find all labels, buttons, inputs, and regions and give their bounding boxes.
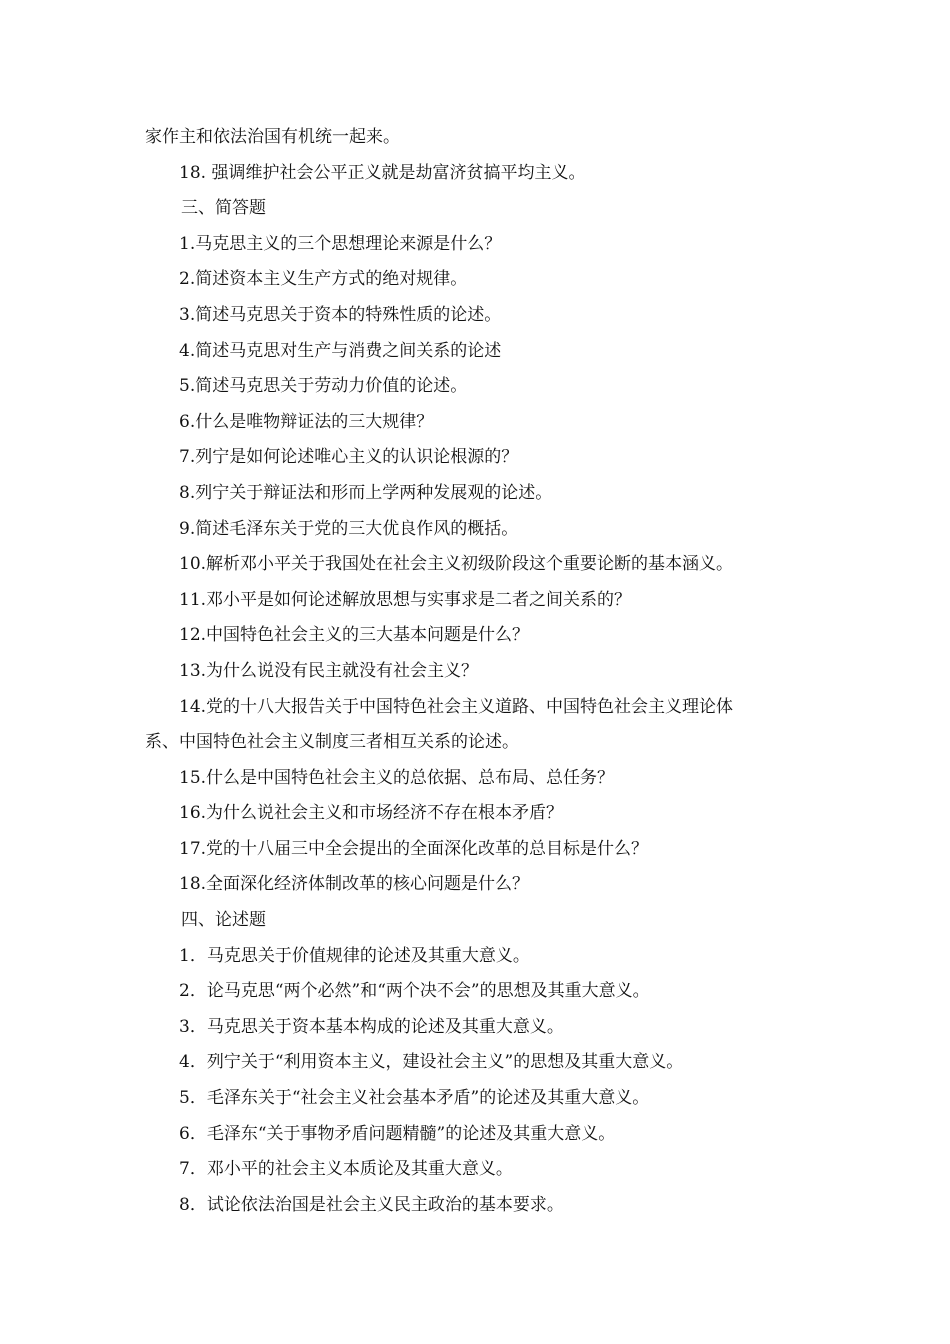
question-item-8: 8.列宁关于辩证法和形而上学两种发展观的论述。: [179, 482, 553, 503]
question-item-10: 10.解析邓小平关于我国处在社会主义初级阶段这个重要论断的基本涵义。: [179, 554, 734, 575]
paragraph-continuation: 家作主和依法治国有机统一起来。: [145, 127, 400, 147]
question-item-14: 14.党的十八大报告关于中国特色社会主义道路、中国特色社会主义理论体: [179, 696, 734, 717]
question-item-5: 5.简述马克思关于劳动力价值的论述。: [179, 376, 468, 397]
question-item-14-continuation: 系、中国特色社会主义制度三者相互关系的论述。: [145, 732, 519, 753]
question-item-18: 18.全面深化经济体制改革的核心问题是什么？: [179, 874, 530, 895]
essay-item-3: 3．马克思关于资本基本构成的论述及其重大意义。: [179, 1016, 564, 1037]
section-heading-essay: 四、论述题: [181, 910, 266, 931]
question-item-6: 6.什么是唯物辩证法的三大规律？: [179, 411, 434, 432]
essay-item-6: 6．毛泽东“关于事物矛盾问题精髓”的论述及其重大意义。: [179, 1123, 616, 1144]
essay-item-7: 7．邓小平的社会主义本质论及其重大意义。: [179, 1159, 513, 1180]
question-item-9: 9.简述毛泽东关于党的三大优良作风的概括。: [179, 518, 519, 539]
judgment-item-18: 18. 强调维护社会公平正义就是劫富济贫搞平均主义。: [179, 162, 586, 183]
question-item-3: 3.简述马克思关于资本的特殊性质的论述。: [179, 304, 502, 325]
question-item-15: 15.什么是中国特色社会主义的总依据、总布局、总任务？: [179, 767, 615, 788]
question-item-16: 16.为什么说社会主义和市场经济不存在根本矛盾？: [179, 803, 564, 824]
question-item-12: 12.中国特色社会主义的三大基本问题是什么？: [179, 625, 530, 646]
essay-item-1: 1．马克思关于价值规律的论述及其重大意义。: [179, 945, 530, 966]
document-body: [145, 120, 810, 1223]
essay-item-8: 8．试论依法治国是社会主义民主政治的基本要求。: [179, 1194, 564, 1215]
question-item-2: 2.简述资本主义生产方式的绝对规律。: [179, 269, 468, 290]
question-item-13: 13.为什么说没有民主就没有社会主义？: [179, 660, 479, 681]
question-item-1: 1.马克思主义的三个思想理论来源是什么？: [179, 233, 502, 254]
essay-item-4: 4．列宁关于“利用资本主义，建设社会主义”的思想及其重大意义。: [179, 1052, 684, 1073]
question-item-11: 11.邓小平是如何论述解放思想与实事求是二者之间关系的？: [179, 589, 632, 610]
essay-item-2: 2．论马克思“两个必然”和“两个决不会”的思想及其重大意义。: [179, 981, 650, 1002]
section-heading-short-answer: 三、简答题: [181, 198, 266, 219]
question-item-7: 7.列宁是如何论述唯心主义的认识论根源的？: [179, 447, 519, 468]
question-item-4: 4.简述马克思对生产与消费之间关系的论述: [179, 340, 502, 361]
question-item-17: 17.党的十八届三中全会提出的全面深化改革的总目标是什么？: [179, 838, 649, 859]
essay-item-5: 5．毛泽东关于“社会主义社会基本矛盾”的论述及其重大意义。: [179, 1088, 650, 1109]
